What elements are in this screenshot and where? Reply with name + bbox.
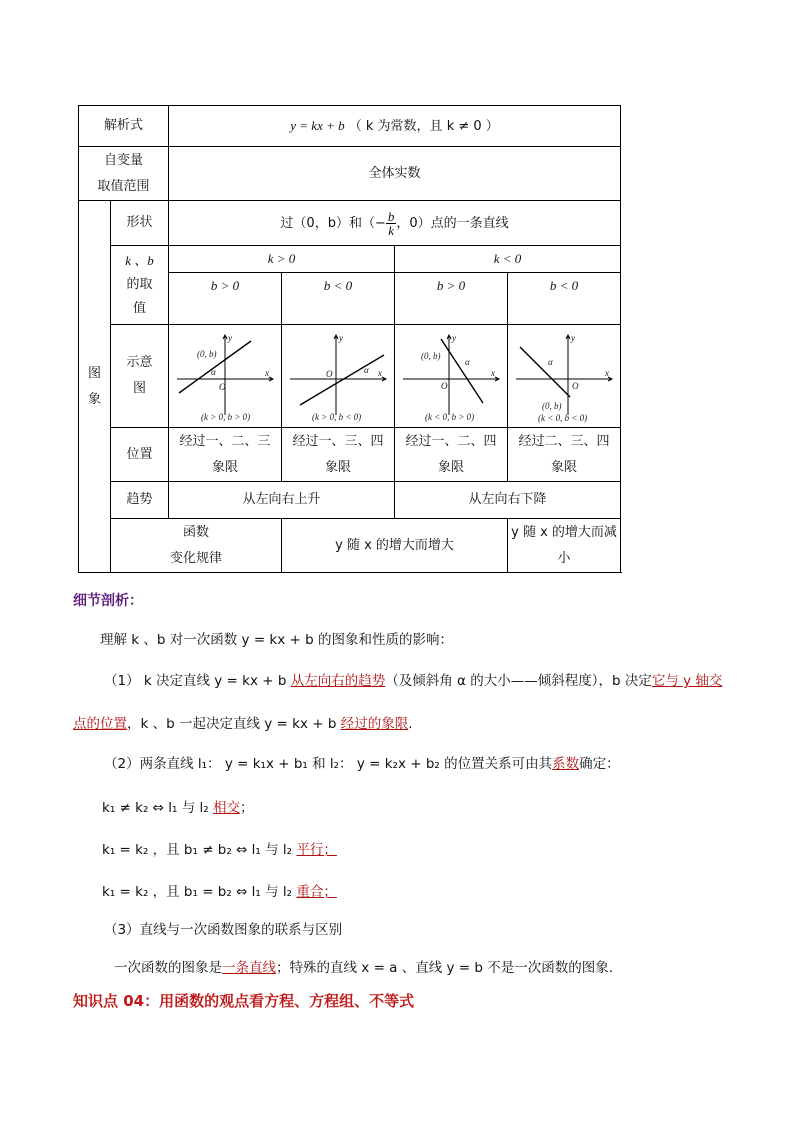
sketch-k-pos-b-pos [173, 327, 277, 425]
sketch-label [111, 325, 169, 428]
c1-u: 相交 [212, 800, 240, 816]
kb-label [111, 246, 169, 325]
graph-label [79, 201, 111, 573]
law-label-line2: 变化规律 [170, 550, 223, 566]
caption-2: (k > 0, b < 0) [312, 412, 362, 422]
caption-3: (k < 0, b > 0) [425, 412, 475, 422]
formula-cell [169, 106, 621, 147]
x-axis-1: x [265, 368, 270, 378]
frac-num: b [387, 208, 395, 224]
case-intersect [102, 796, 253, 816]
knowledge-point-heading: 知识点 04：用函数的观点看方程、方程组、不等式 [73, 992, 415, 1010]
c1-a: k₁ ≠ k₂ ⇔ l₁ 与 l₂ [102, 800, 213, 816]
details-p1-line1 [104, 669, 722, 689]
c3-u: 重合； [296, 884, 337, 900]
p1-b: （及倾斜角 α 的大小——倾斜程度），b 决定 [385, 673, 652, 689]
law-increase: y 随 x 的增大而增大 [282, 519, 508, 573]
y-axis-1: y [228, 333, 233, 343]
shape-fraction [386, 210, 397, 237]
trend-fall: 从左向右下降 [395, 482, 621, 519]
x-axis-4: x [605, 368, 610, 378]
k-positive: k > 0 [169, 246, 395, 273]
c2-a: k₁ = k₂ ，且 b₁ ≠ b₂ ⇔ l₁ 与 l₂ [102, 842, 297, 858]
position-3 [395, 428, 508, 482]
p2-a: （2）两条直线 l₁： y = k₁x + b₁ 和 l₂： y = k₂x + b₂ 的位置关系可由其 [104, 756, 553, 772]
position-2-l1: 经过一、三、四 [292, 433, 384, 449]
angle-label-3: α [465, 357, 470, 367]
case-parallel [102, 838, 337, 858]
position-1 [169, 428, 282, 482]
origin-1: O [219, 382, 226, 392]
kb-label-line3: 值 [133, 301, 147, 316]
details-p3: （3）直线与一次函数图象的联系与区别 [104, 922, 343, 938]
p1-a: （1） k 决定直线 y = kx + b [104, 673, 291, 689]
p1-u3: 点的位置 [73, 716, 127, 732]
angle-label-2: α [364, 365, 369, 375]
c3-a: k₁ = k₂ ，且 b₁ = b₂ ⇔ l₁ 与 l₂ [102, 884, 297, 900]
details-heading: 细节剖析： [73, 593, 143, 609]
b-case-4: b < 0 [508, 273, 621, 325]
y-axis-3: y [452, 333, 457, 343]
k-negative: k < 0 [395, 246, 621, 273]
p1-c: ，k 、b 一起决定直线 y = kx + b [127, 716, 341, 732]
formula-label: 解析式 [79, 106, 169, 147]
point-label-4: (0, b) [542, 401, 562, 411]
caption-4: (k < 0, b < 0) [538, 413, 588, 423]
p2-b: 确定： [579, 756, 620, 772]
x-axis-2: x [378, 368, 383, 378]
p4-u: 一条直线 [222, 960, 276, 976]
sketch-cell-2 [282, 325, 395, 428]
domain-label-line1: 自变量 [104, 152, 144, 168]
b-case-2: b < 0 [282, 273, 395, 325]
position-2-l2: 象限 [325, 459, 352, 475]
origin-3: O [441, 381, 448, 391]
kb-label-line1: k 、b [125, 253, 154, 268]
p4-b: ；特殊的直线 x = a 、直线 y = b 不是一次函数的图象. [276, 960, 614, 976]
c2-u: 平行； [296, 842, 337, 858]
details-p4 [114, 956, 613, 976]
b-case-1: b > 0 [169, 273, 282, 325]
sketch-k-neg-b-neg [512, 327, 616, 425]
position-4-l2: 象限 [551, 459, 578, 475]
position-1-l2: 象限 [212, 459, 239, 475]
origin-2: O [326, 369, 333, 379]
law-decrease: y 随 x 的增大而减小 [508, 519, 621, 573]
graph-label-line2: 象 [87, 391, 101, 407]
y-axis-4: y [571, 333, 576, 343]
position-2 [282, 428, 395, 482]
p4-a: 一次函数的图象是 [114, 960, 222, 976]
shape-text-before: 过（0，b）和（− [280, 215, 386, 231]
position-label: 位置 [111, 428, 169, 482]
sketch-k-neg-b-pos [399, 327, 503, 425]
point-label-3: (0, b) [421, 351, 441, 361]
angle-label-1: α [211, 367, 216, 377]
details-p1-line2 [73, 712, 413, 732]
point-label-1: (0, b) [197, 349, 217, 359]
law-label [111, 519, 282, 573]
y-axis-2: y [339, 333, 344, 343]
shape-text-after: ，0）点的一条直线 [396, 215, 509, 231]
origin-4: O [572, 381, 579, 391]
linear-function-table [78, 105, 621, 573]
details-p2 [104, 752, 620, 772]
p2-u: 系数 [552, 756, 580, 772]
b-case-3: b > 0 [395, 273, 508, 325]
position-4 [508, 428, 621, 482]
position-3-l2: 象限 [438, 459, 465, 475]
p1-u4: 经过的象限 [340, 716, 409, 732]
p1-u1: 从左向右的趋势 [290, 673, 386, 689]
angle-label-4: α [548, 357, 553, 367]
domain-value: 全体实数 [169, 147, 621, 201]
position-4-l1: 经过二、三、四 [518, 433, 610, 449]
kb-label-line2: 的取 [126, 277, 153, 292]
formula-note: （ k 为常数，且 k ≠ 0 ） [348, 118, 499, 134]
sketch-cell-4 [508, 325, 621, 428]
frac-den: k [388, 222, 394, 238]
shape-value [169, 201, 621, 246]
position-3-l1: 经过一、二、四 [405, 433, 497, 449]
sketch-label-line1: 示意 [126, 355, 153, 370]
graph-label-line1: 图 [87, 365, 101, 381]
law-label-line1: 函数 [183, 524, 210, 540]
p1-d: . [408, 716, 413, 732]
position-1-l1: 经过一、二、三 [179, 433, 271, 449]
domain-label [79, 147, 169, 201]
case-coincide [102, 880, 337, 900]
shape-label: 形状 [111, 201, 169, 246]
c1-b: ； [239, 800, 254, 816]
formula: y = kx + b [290, 117, 345, 133]
caption-1: (k > 0, b > 0) [201, 412, 251, 422]
sketch-cell-3 [395, 325, 508, 428]
trend-rise: 从左向右上升 [169, 482, 395, 519]
sketch-label-line2: 图 [133, 381, 147, 396]
domain-label-line2: 取值范围 [97, 178, 150, 194]
details-intro: 理解 k 、b 对一次函数 y = kx + b 的图象和性质的影响： [100, 632, 453, 648]
trend-label: 趋势 [111, 482, 169, 519]
sketch-cell-1 [169, 325, 282, 428]
x-axis-3: x [491, 368, 496, 378]
p1-u2: 它与 y 轴交 [651, 673, 723, 689]
sketch-k-pos-b-neg [286, 327, 390, 425]
